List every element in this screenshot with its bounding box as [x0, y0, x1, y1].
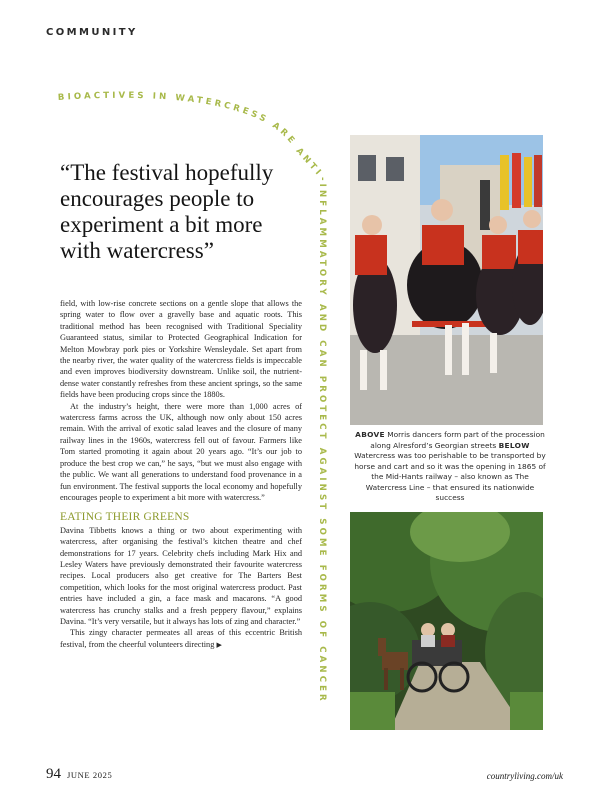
pull-quote: “The festival hopefully encourages people to experiment a bit more with watercress”	[60, 160, 274, 263]
caption-text-below: Watercress was too perishable to be transported by horse and cart and so it was the opening in 1865 of the Mid-Hants railway – also known as The Watercress Line – that ensured its nationwide success	[354, 451, 546, 502]
caption-lead-above: ABOVE	[355, 430, 385, 439]
photo-morris-dancers	[350, 135, 543, 425]
page-number: 94	[46, 766, 61, 782]
continue-arrow-icon: ▶	[216, 640, 222, 649]
footer-page-info	[46, 766, 112, 783]
arc-quote-text: BIOACTIVES IN WATERCRESS ARE ANTI-INFLAMMATORY AND CAN PROTECT AGAINST SOME FORMS OF CANCER	[57, 90, 327, 701]
caption-text-above: Morris dancers form part of the procession along Alresford’s Georgian streets	[370, 430, 545, 450]
subheading: EATING THEIR GREENS	[60, 511, 190, 524]
body-paragraph: At the industry’s height, there were more than 1,000 acres of watercress farms across the UK, although now only about 150 acres remain. With the arrival of exotic salad leaves and the closure of many railway lines in the 1960s, watercress fell out of favour. Farmers like Tom started promoting it again about 20 years ago. “It’s our job to produce the best crop we can,” he says, “but we must also engage with the public. We want all generations to understand food provenance in a fun environment. The festival supports the local economy and hopefully encourages people to experiment a bit more with watercress.”	[60, 401, 302, 502]
body-paragraph	[60, 627, 302, 651]
issue-date: JUNE 2025	[67, 770, 113, 780]
body-paragraph-text: This zingy character permeates all areas of this eccentric British festival, from the cheerful volunteers directing	[60, 628, 302, 649]
photo-caption	[352, 430, 548, 504]
article-body	[60, 298, 302, 651]
body-paragraph: field, with low-rise concrete sections on a gentle slope that allows the spring water to flow over a gravelly base and aquatic roots. This traditional method has been recognised with Traditional Speciality Guaranteed status, similar to Protected Geographical Indication for Melton Mowbray pork pies or Yorkshire Wensleydale. Set apart from the nearby river, the water quality of the watercress fields is impeccable and even improves biodiversity downstream. Unlike soil, the nutrient-dense water constantly refreshes from these ancient springs, so the same fields have been producing crops since the 1880s.	[60, 299, 302, 400]
section-label: COMMUNITY	[46, 27, 138, 38]
footer-website: countryliving.com/uk	[486, 771, 563, 781]
caption-lead-below: BELOW	[498, 440, 530, 450]
body-paragraph: Davina Tibbetts knows a thing or two about experimenting with watercress, after organising the festival’s kitchen theatre and chef demonstrations for 17 years. Celebrity chefs including Mark Hix and Lesley Waters have previously demonstrated their favourite watercress recipes. Local producers also get creative for The Barters Best competition, which looks for the most original watercress product. Past entries have included a gin, a face mask and macarons. “A good watercress has crunchy stalks and a fresh peppery flavour,” explains Davina. “It’s very versatile, but it always has lots of zing and character.”	[60, 525, 302, 626]
photo-horse-and-cart	[350, 512, 543, 730]
